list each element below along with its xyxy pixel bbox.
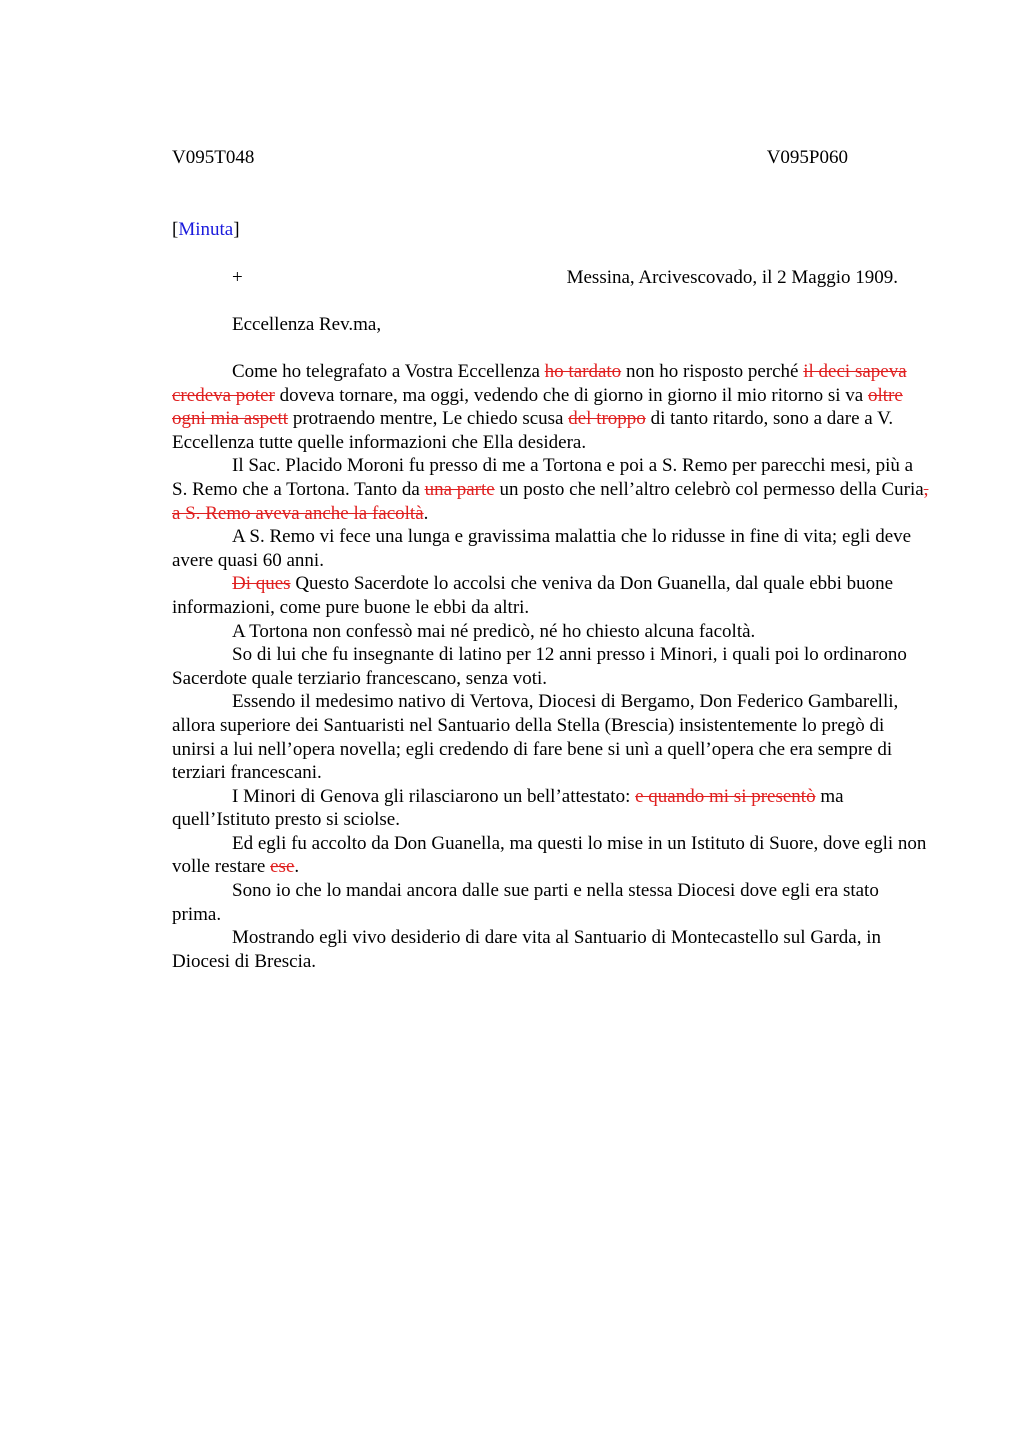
- paragraph: [172, 643, 932, 690]
- text-run: doveva tornare, ma oggi, vedendo che di giorno in giorno il mio ritorno si va: [274, 384, 868, 406]
- text-run: Come ho telegrafato a Vostra Eccellenza: [232, 361, 545, 382]
- text-run: un posto che nell’altro celebrò col permesso della Curia: [494, 478, 924, 500]
- bracket-open: [: [172, 219, 179, 240]
- deleted-text: , a S. Remo aveva anche la facoltà: [172, 478, 929, 524]
- deleted-text: del troppo: [568, 408, 646, 430]
- paragraph: [172, 690, 932, 784]
- deleted-text: ese: [270, 856, 295, 878]
- deleted-text: e quando mi si presentò: [635, 785, 816, 807]
- cross-symbol: +: [232, 267, 243, 288]
- text-run: Il Sac. Placido Moroni fu presso di me a Tortona e poi a S. Remo per parecchi mesi, più a S. Remo che a Tortona. Tanto da: [172, 455, 914, 500]
- text-run: Sono io che lo mandai ancora dalle sue parti e nella stessa Diocesi dove egli era stato prima.: [172, 880, 879, 925]
- text-run: ma quell’Istituto presto si sciolse.: [172, 785, 844, 831]
- paragraph: [172, 926, 932, 973]
- bracket-close: ]: [233, 219, 240, 240]
- paragraph: [172, 454, 932, 525]
- text-run: A S. Remo vi fece una lunga e gravissima malattia che lo ridusse in fine di vita; egli deve avere quasi 60 anni.: [172, 526, 912, 571]
- paragraph: [172, 879, 932, 926]
- text-run: Ed egli fu accolto da Don Guanella, ma questi lo mise in un Istituto di Suore, dove egli non volle restare: [172, 832, 927, 878]
- code-right: V095P060: [766, 147, 848, 168]
- text-run: Questo Sacerdote lo accolsi che veniva da Don Guanella, dal quale ebbi buone informazioni, come pure buone le ebbi da altri.: [172, 573, 894, 618]
- deleted-text: Di ques: [232, 573, 291, 595]
- minuta-text: Minuta: [178, 219, 234, 240]
- text-run: di tanto ritardo, sono a dare a V. Eccellenza tutte quelle informazioni che Ella desidera.: [172, 408, 894, 453]
- text-run: .: [423, 502, 429, 524]
- paragraph: [172, 785, 932, 832]
- deleted-text: oltre ogni mia aspett: [172, 384, 903, 430]
- paragraph: [172, 620, 932, 644]
- text-run: Mostrando egli vivo desiderio di dare vita al Santuario di Montecastello sul Garda, in Diocesi di Brescia.: [172, 927, 882, 972]
- text-run: Essendo il medesimo nativo di Vertova, Diocesi di Bergamo, Don Federico Gambarelli, allora superiore dei Santuaristi nel Santuario della Stella (Brescia) insistentemente lo pregò di unirsi a lui nell’opera novella; egli credendo di fare bene si unì a quell’opera che era sempre di terziari francescani.: [172, 691, 899, 784]
- document-codes: [172, 146, 848, 170]
- dateline: Messina, Arcivescovado, il 2 Maggio 1909.: [566, 267, 898, 288]
- text-run: protraendo mentre, Le chiedo scusa: [288, 408, 569, 430]
- code-left: V095T048: [172, 147, 255, 168]
- minuta-label: [172, 218, 240, 242]
- deleted-text: una parte: [424, 478, 495, 500]
- salutation: Eccellenza Rev.ma,: [232, 314, 382, 335]
- paragraph: [172, 360, 932, 454]
- deleted-text: ho tardato: [544, 361, 622, 382]
- text-run: non ho risposto perché: [621, 361, 804, 382]
- paragraph: [172, 832, 932, 879]
- deleted-text: il deci sapeva credeva poter: [172, 361, 907, 406]
- text-run: So di lui che fu insegnante di latino per 12 anni presso i Minori, i quali poi lo ordinarono Sacerdote quale terziario francescano, senza voti.: [172, 644, 907, 689]
- text-run: I Minori di Genova gli rilasciarono un bell’attestato:: [232, 785, 636, 807]
- text-run: A Tortona non confessò mai né predicò, né ho chiesto alcuna facoltà.: [232, 620, 756, 642]
- text-run: .: [294, 856, 300, 878]
- paragraph: [172, 572, 932, 619]
- letter-body: [172, 360, 932, 973]
- paragraph: [172, 525, 932, 572]
